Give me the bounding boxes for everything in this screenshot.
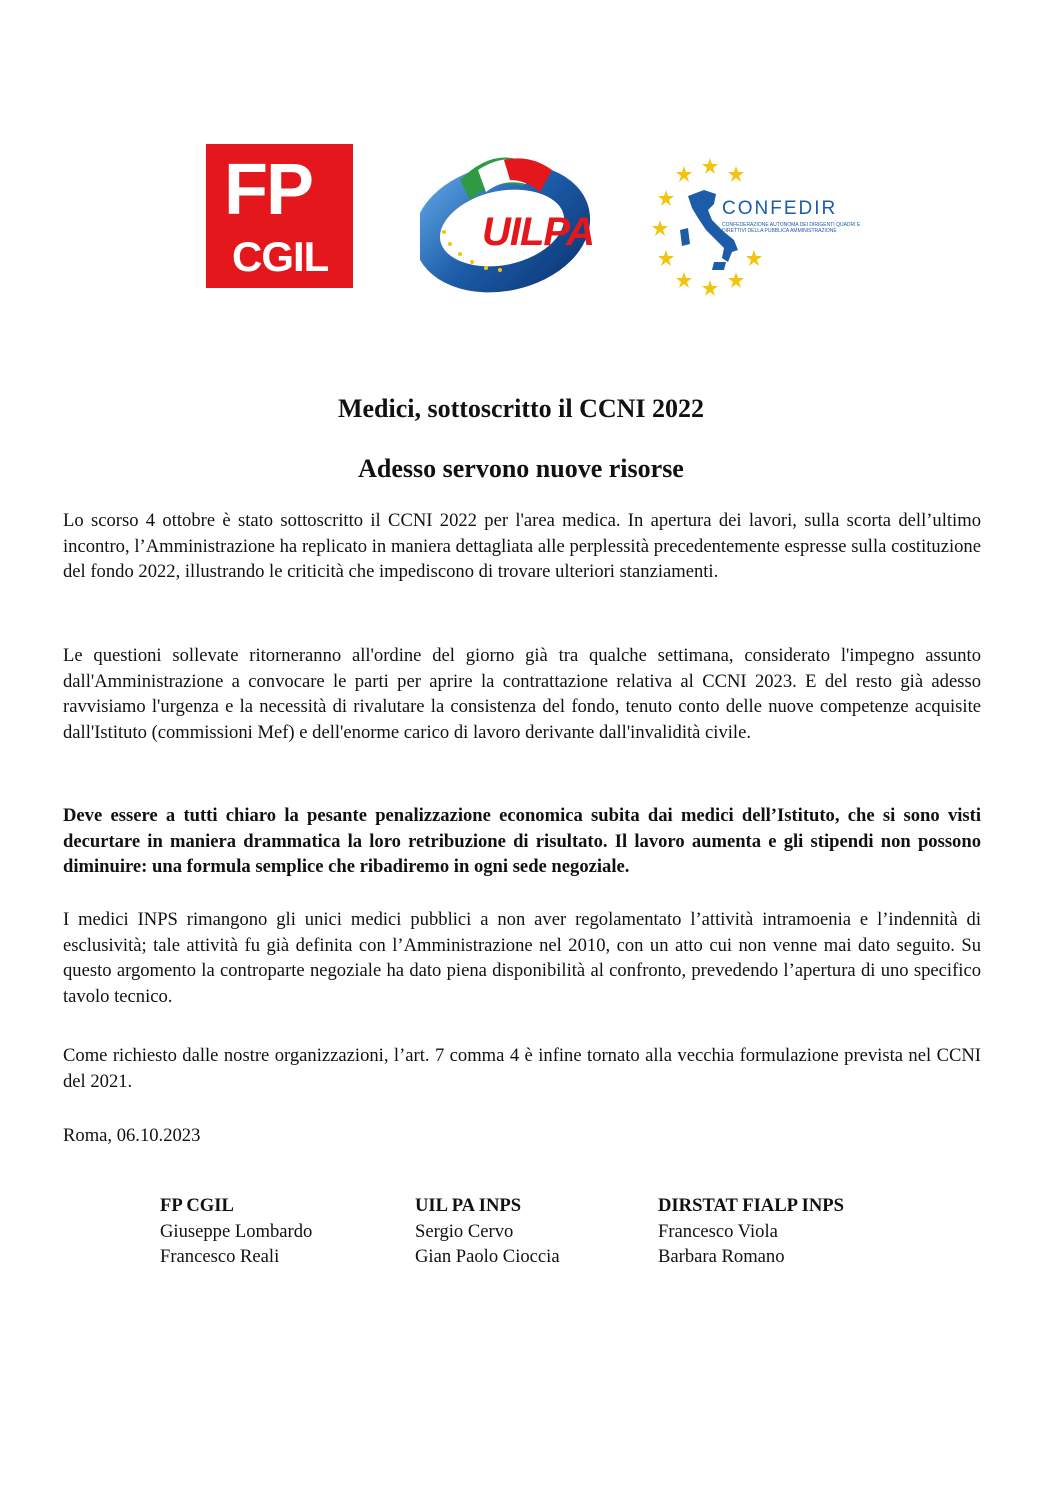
confedir-logo-title: CONFEDIR [722, 198, 838, 219]
signature-org: DIRSTAT FIALP INPS [658, 1195, 844, 1216]
signature-block-fp-cgil [160, 1193, 312, 1270]
uilpa-logo-text: UILPA [482, 210, 595, 254]
signature-org: UIL PA INPS [415, 1195, 522, 1216]
uilpa-logo [420, 140, 600, 300]
paragraph-2: Le questioni sollevate ritorneranno all'ordine del giorno già tra qualche settimana, considerato l'impegno assunto dall'Amministrazione a convocare le parti per aprire la contrattazione relativa al CCNI 2023. E del resto già adesso ravvisiamo l'urgenza e la necessità di rivalutare la consistenza del fondo, tenuto conto delle nuove competenze acquisite dall'Istituto (commissioni Mef) e dell'enorme carico di lavoro derivante dall'invalidità civile. [63, 645, 981, 743]
confedir-logo [652, 154, 862, 304]
paragraph-4: I medici INPS rimangono gli unici medici pubblici a non aver regolamentato l’attività intramoenia e l’indennità di esclusività; tale attività fu già definita con l’Amministrazione nel 2010, con un atto cui non venne mai dato seguito. Su questo argomento la controparte negoziale ha dato piena disponibilità al confronto, prevedendo l’apertura di uno specifico tavolo tecnico. [63, 909, 981, 1007]
paragraph-1: Lo scorso 4 ottobre è stato sottoscritto il CCNI 2022 per l'area medica. In apertura dei lavori, sulla scorta dell’ultimo incontro, l’Amministrazione ha replicato in maniera dettagliata alle perplessità precedentemente espresse sulla costituzione del fondo 2022, illustrando le criticità che impediscono di trovare ulteriori stanziamenti. [63, 510, 981, 583]
paragraph-5: Come richiesto dalle nostre organizzazioni, l’art. 7 comma 4 è infine tornato alla vecchia formulazione prevista nel CCNI del 2021. [63, 1045, 981, 1092]
signature-name: Sergio Cervo [415, 1220, 514, 1242]
signature-name: Francesco Viola [658, 1220, 778, 1242]
signature-name: Giuseppe Lombardo [160, 1220, 313, 1242]
fp-logo-line2: CGIL [232, 233, 329, 280]
paragraph-3-bold: Deve essere a tutti chiaro la pesante penalizzazione economica subita dai medici dell’Istituto, che si sono visti decurtare in maniera drammatica la loro retribuzione di risultato. Il lavoro aumenta e gli stipendi non possono diminuire: una formula semplice che ribadiremo in ogni sede negoziale. [63, 805, 981, 878]
signature-org: FP CGIL [160, 1195, 234, 1216]
document-title: Medici, sottoscritto il CCNI 2022 [337, 394, 705, 423]
confedir-logo-subtitle: CONFEDERAZIONE AUTONOMA DEI DIRIGENTI QUADRI E DIRETTIVI DELLA PUBBLICA AMMINISTRAZIONE [722, 222, 861, 234]
logo-row [0, 140, 1058, 300]
signature-name: Gian Paolo Cioccia [415, 1246, 560, 1268]
signature-name: Francesco Reali [160, 1246, 280, 1268]
fp-cgil-logo [206, 144, 353, 288]
signature-block-uil-pa-inps [415, 1193, 560, 1270]
place-date: Roma, 06.10.2023 [63, 1125, 201, 1146]
signature-block-dirstat-fialp-inps [658, 1193, 844, 1270]
signature-name: Barbara Romano [658, 1246, 785, 1268]
fp-logo-line1: FP [224, 150, 313, 230]
document-subtitle: Adesso servono nuove risorse [358, 454, 684, 483]
